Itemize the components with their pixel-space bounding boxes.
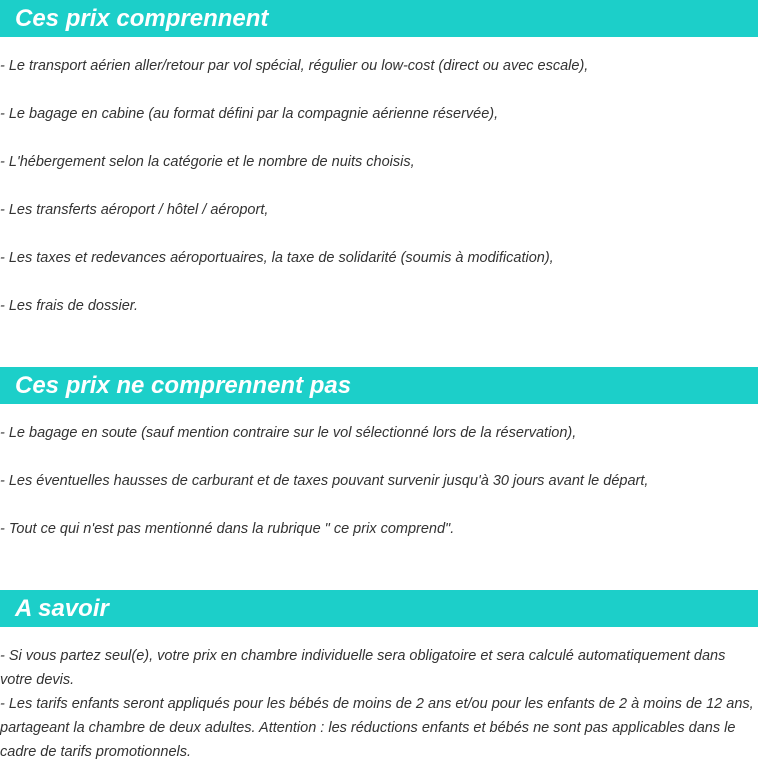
included-item: - Les taxes et redevances aéroportuaires, la taxe de solidarité (soumis à modification), <box>0 250 554 266</box>
not-included-item: - Les éventuelles hausses de carburant et de taxes pouvant survenir jusqu'à 30 jours avant le départ, <box>0 473 649 489</box>
section-header-not-included <box>0 367 758 404</box>
section-title: Ces prix ne comprennent pas <box>15 372 352 399</box>
included-item: - L'hébergement selon la catégorie et le nombre de nuits choisis, <box>0 154 415 170</box>
section-title: A savoir <box>15 595 109 622</box>
included-item: - Le bagage en cabine (au format défini par la compagnie aérienne réservée), <box>0 106 499 122</box>
included-item: - Le transport aérien aller/retour par vol spécial, régulier ou low-cost (direct ou avec escale), <box>0 58 589 74</box>
included-item: - Les transferts aéroport / hôtel / aéroport, <box>0 202 269 218</box>
section-title: Ces prix comprennent <box>15 5 269 32</box>
good-to-know-item: - Si vous partez seul(e), votre prix en chambre individuelle sera obligatoire et sera calculé automatiquement dans votre devis. <box>0 648 726 688</box>
section-header-good-to-know <box>0 590 758 627</box>
not-included-item: - Le bagage en soute (sauf mention contraire sur le vol sélectionné lors de la réservation), <box>0 425 577 441</box>
not-included-item: - Tout ce qui n'est pas mentionné dans la rubrique " ce prix comprend". <box>0 521 455 537</box>
good-to-know-item: - Les tarifs enfants seront appliqués pour les bébés de moins de 2 ans et/ou pour les enfants de 2 à moins de 12 ans, partageant la chambre de deux adultes. Attention : les réductions enfants et bébés ne sont pas applicables dans le cadre de tarifs promotionnels. <box>0 696 754 760</box>
included-item: - Les frais de dossier. <box>0 298 139 314</box>
section-header-included <box>0 0 758 37</box>
